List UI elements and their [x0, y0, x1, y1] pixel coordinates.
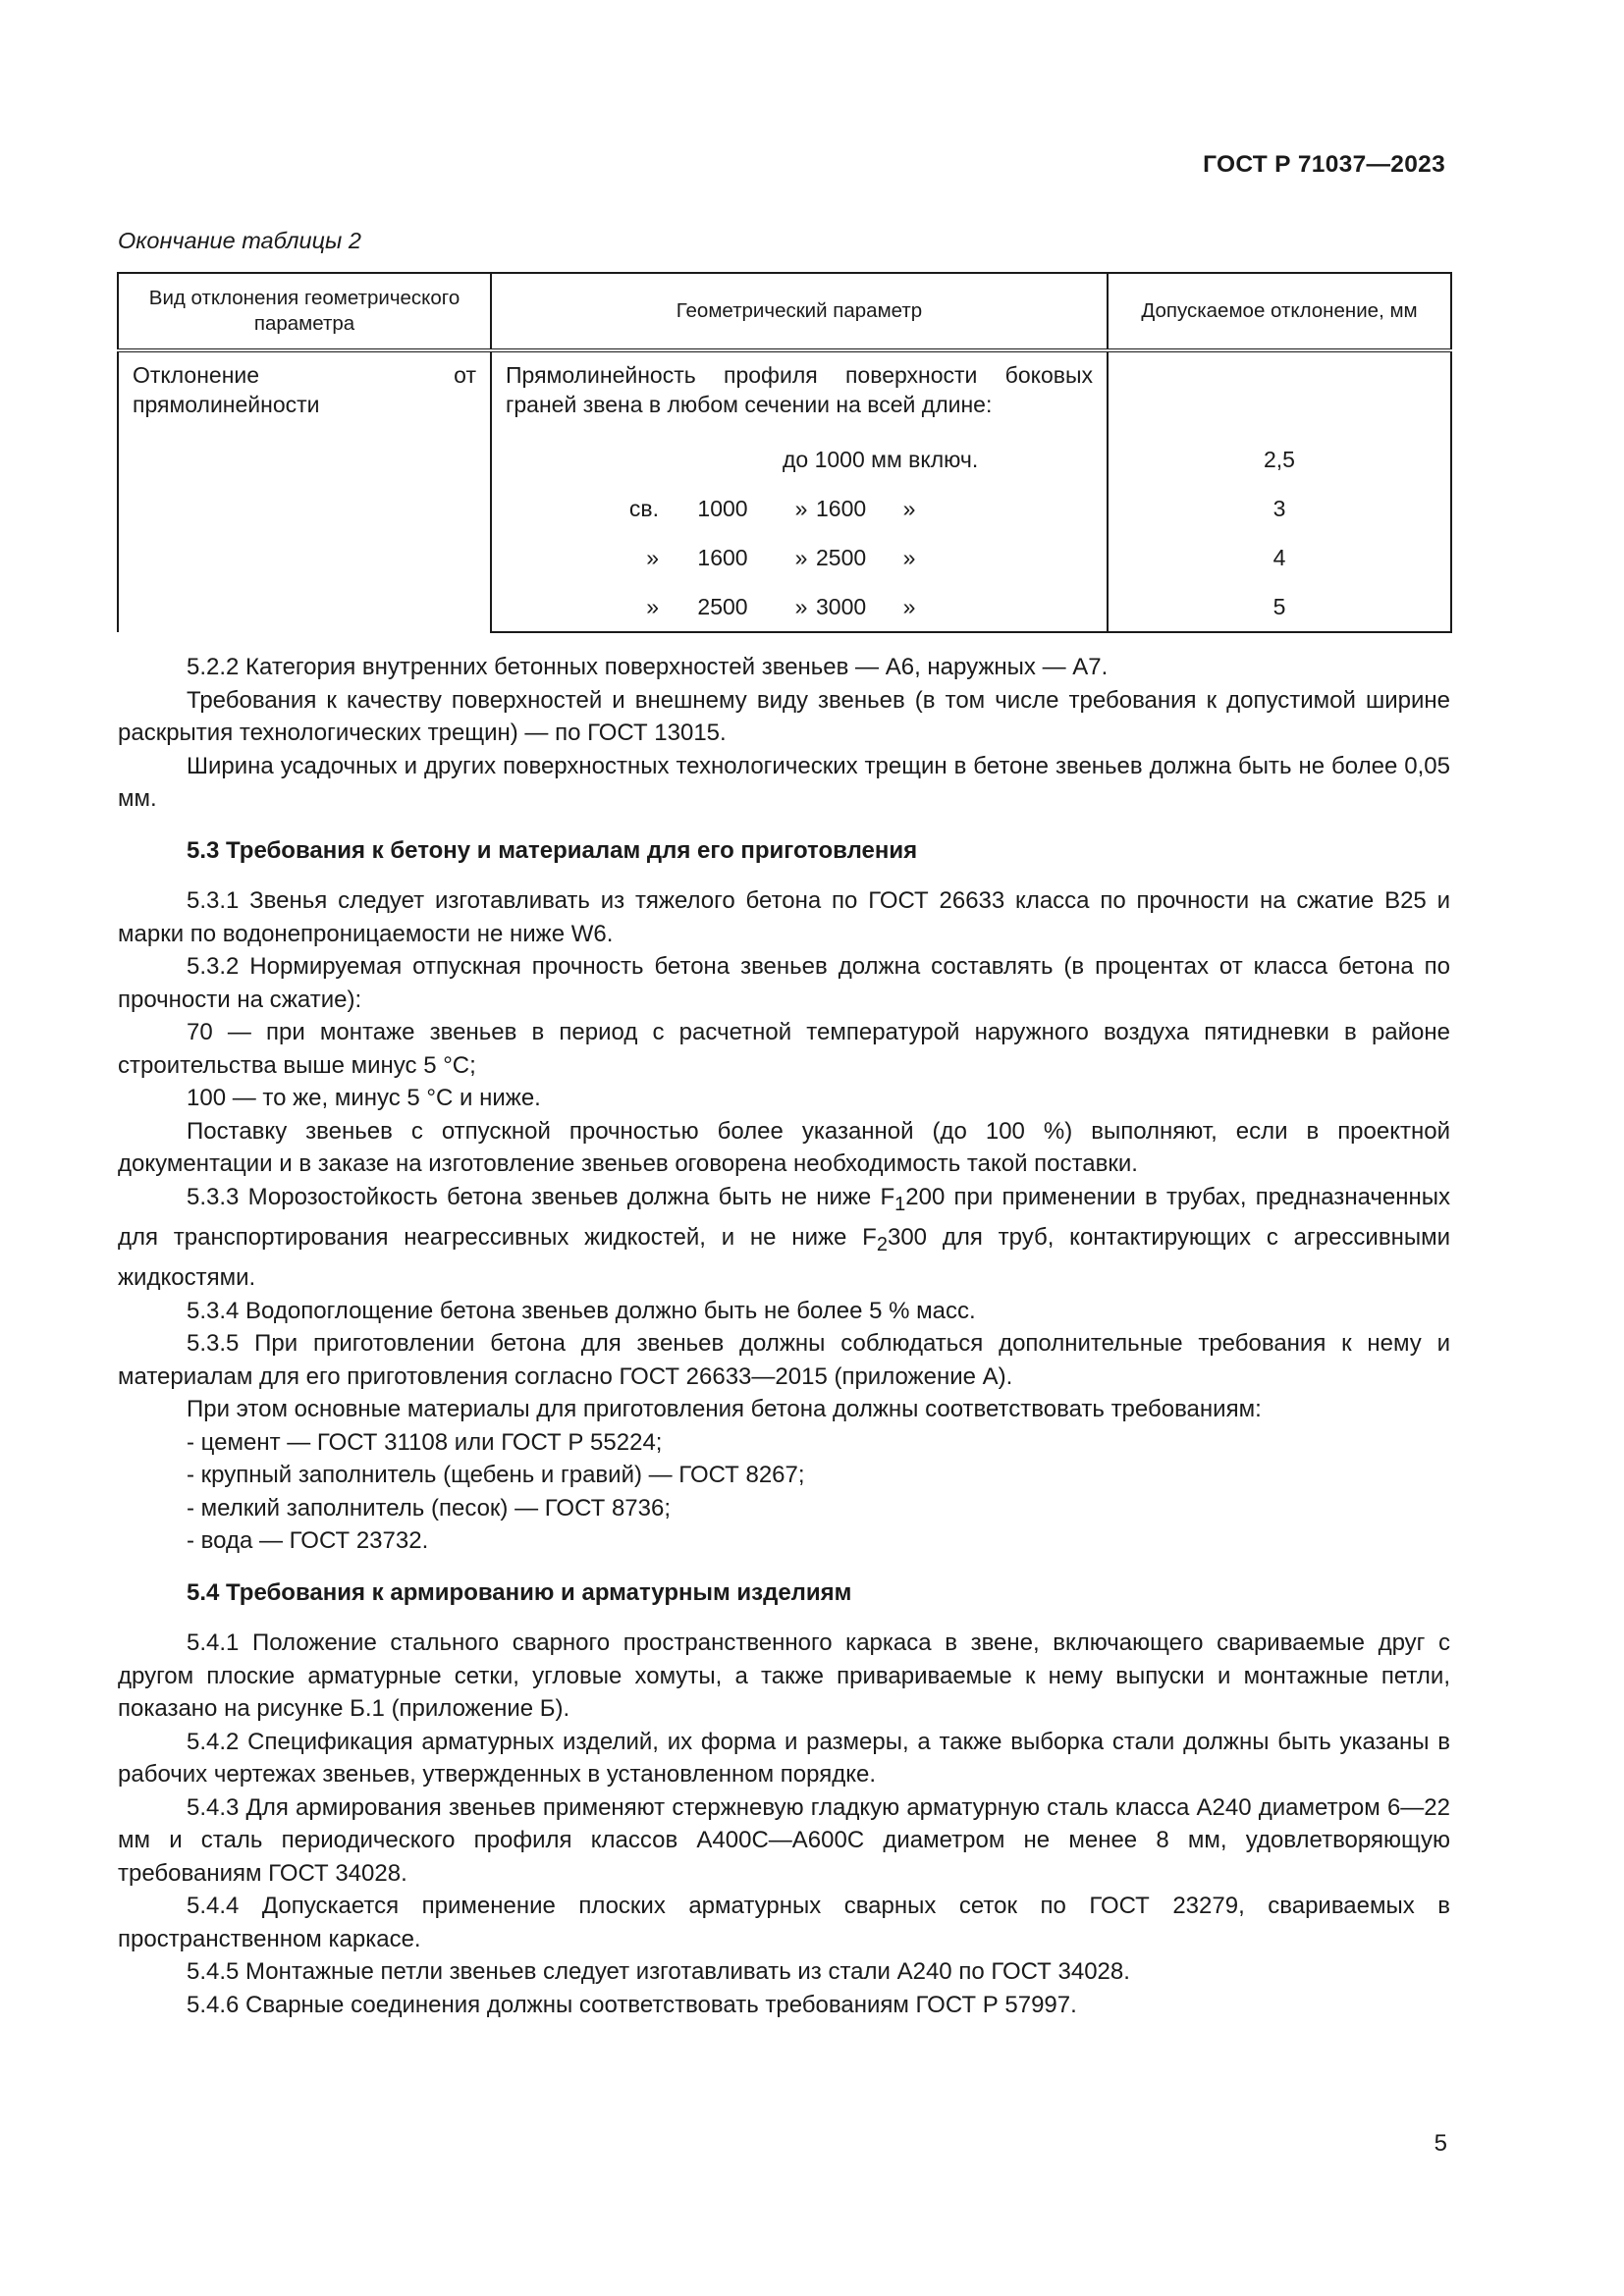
- paragraph-5-4-4: 5.4.4 Допускается применение плоских арматурных сварных сеток по ГОСТ 23279, свариваемых в пространственном каркасе.: [118, 1893, 1450, 1952]
- range-end: »: [902, 545, 916, 570]
- header-tolerance: Допускаемое отклонение, мм: [1108, 273, 1451, 350]
- section-heading-5-4: 5.4 Требования к армированию и арматурным изделиям: [187, 1578, 852, 1606]
- tolerance-cell: 3: [1108, 484, 1451, 533]
- paragraph-5-3-2: 5.3.2 Нормируемая отпускная прочность бетона звеньев должна составлять (в процентах от класса бетона по прочности на сжатие):: [118, 953, 1450, 1013]
- range-end: »: [902, 496, 916, 521]
- table-row: [118, 350, 1451, 435]
- list-item: - крупный заполнитель (щебень и гравий) — ГОСТ 8267;: [187, 1462, 805, 1489]
- paragraph-5-3-5: 5.3.5 При приготовлении бетона для звеньев должны соблюдаться дополнительные требования к нему и материалам для его приготовления согласно ГОСТ 26633—2015 (приложение А).: [118, 1330, 1450, 1390]
- table-header-row: [118, 273, 1451, 350]
- subscript: 1: [894, 1193, 906, 1215]
- paragraph-5-3-4: 5.3.4 Водопоглощение бетона звеньев должно быть не более 5 % масс.: [187, 1297, 976, 1324]
- range-to: 3000: [816, 594, 867, 619]
- range-from: 1000: [697, 496, 748, 521]
- range-text: до 1000 мм включ.: [783, 447, 979, 472]
- paragraph-5-4-3: 5.4.3 Для армирования звеньев применяют стержневую гладкую арматурную сталь класса А240 диаметром 6—22 мм и сталь периодического профиля классов А400С—А600С диаметром не менее 8 мм, удовлетворяющую требованиям ГОСТ 34028.: [118, 1793, 1450, 1887]
- range-cell: [491, 582, 1108, 632]
- paragraph-5-2-2: 5.2.2 Категория внутренних бетонных поверхностей звеньев — А6, наружных — А7.: [187, 654, 1109, 680]
- paragraph-5-3-3: [118, 1181, 1450, 1295]
- range-from: 2500: [697, 594, 748, 619]
- range-sep: »: [794, 496, 808, 521]
- paragraph-5-4-5: 5.4.5 Монтажные петли звеньев следует изготавливать из стали А240 по ГОСТ 34028.: [187, 1958, 1130, 1986]
- subscript: 2: [876, 1233, 888, 1255]
- list-item: - мелкий заполнитель (песок) — ГОСТ 8736;: [187, 1494, 671, 1522]
- range-cell: [491, 484, 1108, 533]
- paragraph: Ширина усадочных и других поверхностных технологических трещин в бетоне звеньев должна быть не более 0,05 мм.: [118, 752, 1450, 812]
- range-prefix: »: [646, 594, 659, 619]
- document-id-header: ГОСТ Р 71037—2023: [1203, 151, 1445, 178]
- document-body: [118, 651, 1450, 2021]
- paragraph: Поставку звеньев с отпускной прочностью более указанной (до 100 %) выполняют, если в проектной документации и в заказе на изготовление звеньев оговорена необходимость такой поставки.: [118, 1117, 1450, 1177]
- range-prefix: »: [646, 545, 659, 570]
- paragraph: Требования к качеству поверхностей и внешнему виду звеньев (в том числе требования к допустимой ширине раскрытия технологических трещин) — по ГОСТ 13015.: [118, 686, 1450, 746]
- paragraph-5-4-2: 5.4.2 Спецификация арматурных изделий, их форма и размеры, а также выборка стали должны быть указаны в рабочих чертежах звеньев, утвержденных в установленном порядке.: [118, 1728, 1450, 1789]
- text-run: 300 для труб, контактирующих с агрессивными жидкостями.: [118, 1223, 1450, 1292]
- paragraph: При этом основные материалы для приготовления бетона должны соответствовать требованиям:: [187, 1396, 1262, 1423]
- header-deviation-type: Вид отклонения геометрического параметра: [118, 273, 491, 350]
- range-cell: [491, 435, 1108, 484]
- deviation-type-cell: Отклонение от прямолинейности: [118, 350, 491, 632]
- section-heading-5-3: 5.3 Требования к бетону и материалам для его приготовления: [187, 836, 918, 864]
- tolerance-cell-empty: [1108, 350, 1451, 435]
- paragraph: 100 — то же, минус 5 °С и ниже.: [187, 1085, 541, 1111]
- tolerance-cell: 2,5: [1108, 435, 1451, 484]
- paragraph-5-3-1: 5.3.1 Звенья следует изготавливать из тяжелого бетона по ГОСТ 26633 класса по прочности на сжатие В25 и марки по водонепроницаемости не ниже W6.: [118, 887, 1450, 947]
- table-caption: Окончание таблицы 2: [118, 228, 361, 253]
- tolerance-cell: 5: [1108, 582, 1451, 632]
- range-sep: »: [794, 545, 808, 570]
- paragraph-5-4-1: 5.4.1 Положение стального сварного пространственного каркаса в звене, включающего свариваемые друг с другом плоские арматурные сетки, угловые хомуты, а также привариваемые к нему выпуски и монтажные петли, показано на рисунке Б.1 (приложение Б).: [118, 1629, 1450, 1723]
- range-sep: »: [794, 594, 808, 619]
- list-item: - вода — ГОСТ 23732.: [187, 1527, 429, 1555]
- header-parameter: Геометрический параметр: [491, 273, 1108, 350]
- range-to: 1600: [816, 496, 867, 521]
- range-from: 1600: [697, 545, 748, 570]
- list-item: - цемент — ГОСТ 31108 или ГОСТ Р 55224;: [187, 1428, 663, 1456]
- range-prefix: св.: [628, 496, 659, 521]
- range-to: 2500: [816, 545, 867, 570]
- tolerance-table: [117, 272, 1452, 633]
- tolerance-cell: 4: [1108, 533, 1451, 582]
- range-end: »: [902, 594, 916, 619]
- page-number: 5: [1434, 2130, 1447, 2157]
- parameter-cell: Прямолинейность профиля поверхности боковых граней звена в любом сечении на всей длине:: [491, 350, 1108, 435]
- text-run: 5.3.3 Морозостойкость бетона звеньев должна быть не ниже F: [187, 1183, 895, 1210]
- text-run: 200 при применении в трубах, предназначенных для транспортирования неагрессивных жидкостей, и не ниже F: [118, 1183, 1450, 1251]
- paragraph-5-4-6: 5.4.6 Сварные соединения должны соответствовать требованиям ГОСТ Р 57997.: [187, 1991, 1077, 2018]
- paragraph: 70 — при монтаже звеньев в период с расчетной температурой наружного воздуха пятидневки в районе строительства выше минус 5 °С;: [118, 1019, 1450, 1079]
- range-cell: [491, 533, 1108, 582]
